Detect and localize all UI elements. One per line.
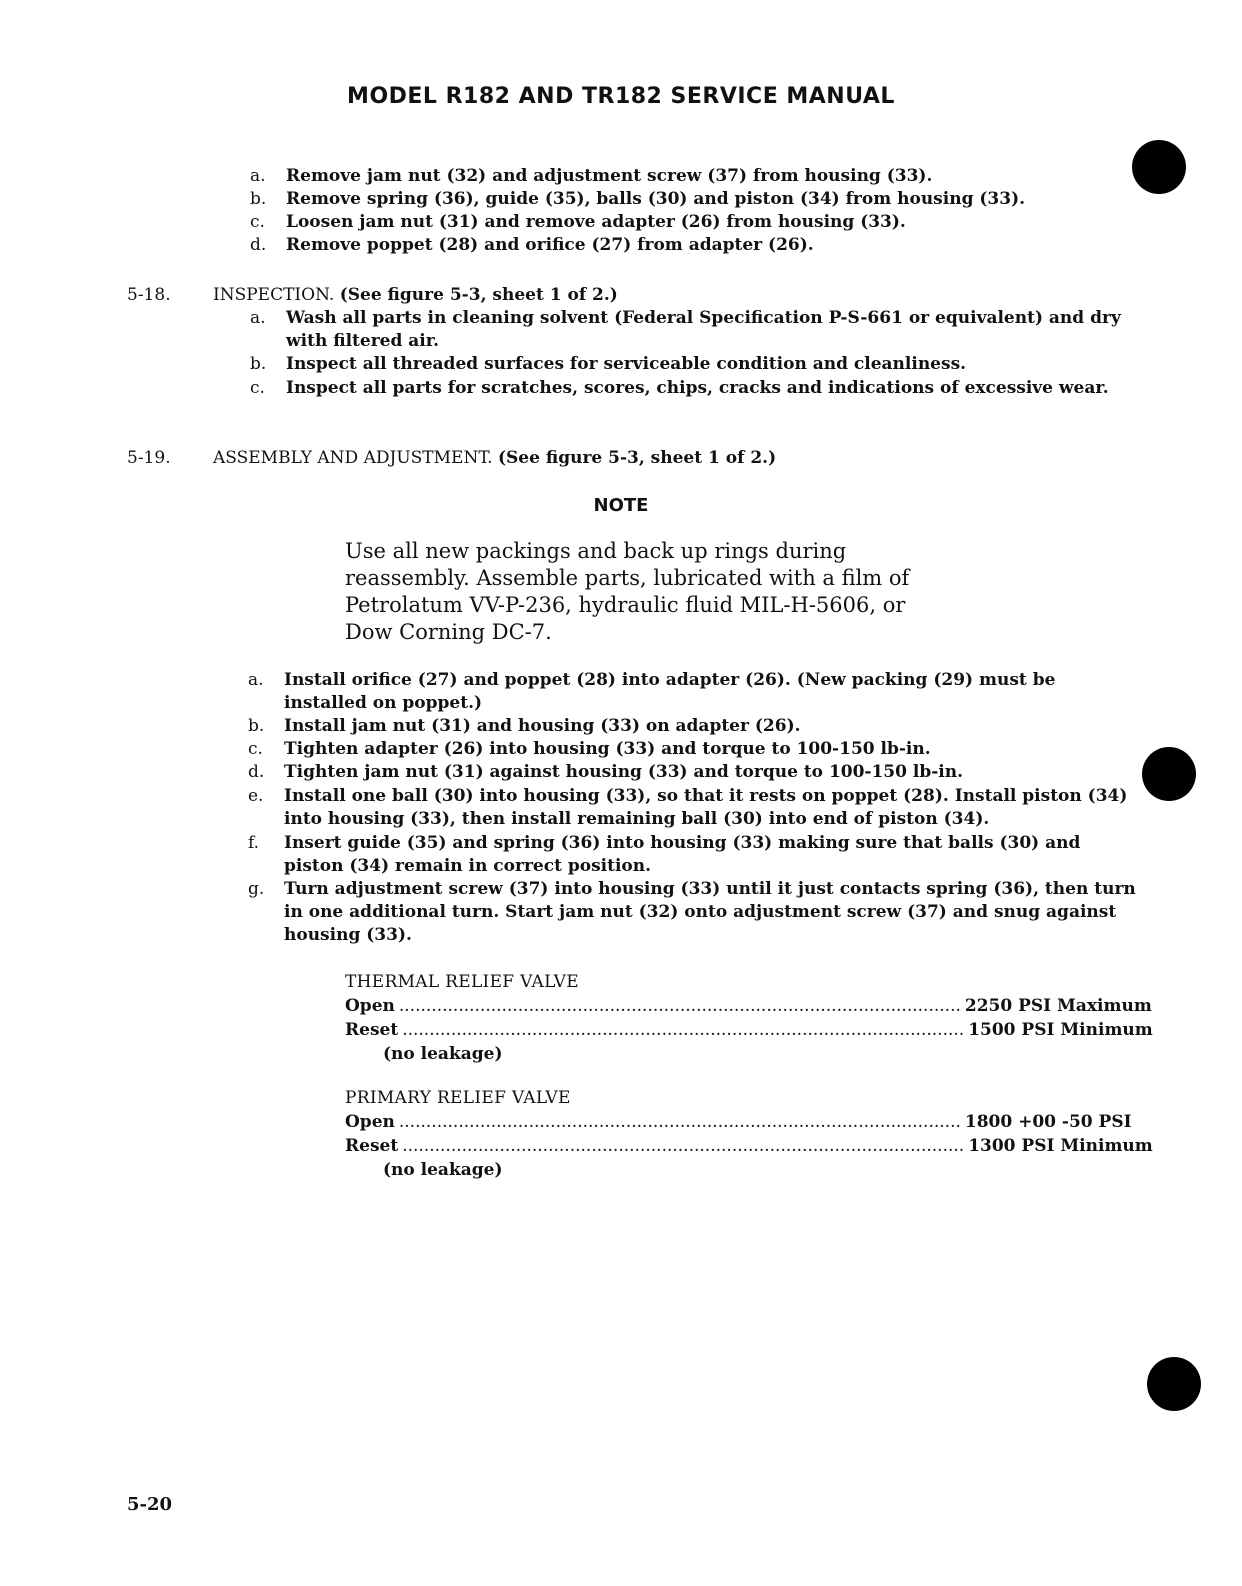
page-title: MODEL R182 AND TR182 SERVICE MANUAL bbox=[347, 84, 895, 109]
section-title: ASSEMBLY AND ADJUSTMENT. bbox=[213, 448, 493, 468]
leader-dots: ........................................................................................................ bbox=[402, 1136, 965, 1156]
assembly-step: d. Tighten jam nut (31) against housing (33) and torque to 100-150 lb-in. bbox=[248, 762, 964, 782]
spec-label: Open bbox=[345, 996, 395, 1016]
section-heading bbox=[213, 284, 618, 307]
spec-row-open bbox=[345, 994, 1152, 1018]
spec-title: PRIMARY RELIEF VALVE bbox=[345, 1088, 571, 1108]
assembly-step: c. Tighten adapter (26) into housing (33) and torque to 100-150 lb-in. bbox=[248, 739, 931, 759]
spec-label: Reset bbox=[345, 1020, 399, 1040]
section-number: 5-18. bbox=[127, 285, 171, 305]
spec-value: 1500 PSI Minimum bbox=[968, 1020, 1153, 1040]
inspection-step: b. Inspect all threaded surfaces for serviceable condition and cleanliness. bbox=[250, 354, 967, 374]
leader-dots: ........................................................................................................ bbox=[398, 996, 961, 1016]
assembly-step: g. Turn adjustment screw (37) into housing (33) until it just contacts spring (36), then turn in one additional turn. Start jam nut (32) onto adjustment screw (37) and snug against housing (33). bbox=[248, 879, 1136, 945]
disassembly-step: b. Remove spring (36), guide (35), balls (30) and piston (34) from housing (33). bbox=[250, 189, 1026, 209]
disassembly-step: d. Remove poppet (28) and orifice (27) from adapter (26). bbox=[250, 235, 814, 255]
page-number: 5-20 bbox=[127, 1494, 173, 1515]
assembly-step: f. Insert guide (35) and spring (36) into housing (33) making sure that balls (30) and piston (34) remain in correct position. bbox=[248, 833, 1081, 876]
leader-dots: ........................................................................................................ bbox=[402, 1020, 965, 1040]
disassembly-step: c. Loosen jam nut (31) and remove adapter (26) from housing (33). bbox=[250, 212, 906, 232]
section-title: INSPECTION. bbox=[213, 285, 335, 305]
spec-row-reset bbox=[345, 1018, 1153, 1042]
spec-label: Open bbox=[345, 1112, 395, 1132]
spec-value: 1800 +00 -50 PSI bbox=[964, 1112, 1132, 1132]
figure-reference: (See figure 5-3, sheet 1 of 2.) bbox=[497, 448, 777, 468]
spec-value: 1300 PSI Minimum bbox=[968, 1136, 1153, 1156]
note-text: Use all new packings and back up rings during reassembly. Assemble parts, lubricated with a film of Petrolatum VV-P-236, hydraulic fluid MIL-H-5606, or Dow Corning DC-7. bbox=[345, 539, 910, 644]
spec-row-open bbox=[345, 1110, 1132, 1134]
note-title: NOTE bbox=[593, 495, 649, 516]
spec-block-thermal-relief bbox=[345, 970, 1153, 1066]
binder-hole-bottom bbox=[1147, 1357, 1201, 1411]
binder-hole-middle bbox=[1142, 747, 1196, 801]
assembly-step: e. Install one ball (30) into housing (33), so that it rests on poppet (28). Install piston (34) into housing (33), then install remaining ball (30) into end of piston (34). bbox=[248, 786, 1128, 829]
figure-reference: (See figure 5-3, sheet 1 of 2.) bbox=[339, 285, 618, 305]
spec-note: (no leakage) bbox=[383, 1160, 503, 1180]
assembly-step: b. Install jam nut (31) and housing (33) on adapter (26). bbox=[248, 716, 801, 736]
spec-title: THERMAL RELIEF VALVE bbox=[345, 972, 579, 992]
assembly-step: a. Install orifice (27) and poppet (28) into adapter (26). (New packing (29) must be installed on poppet.) bbox=[248, 670, 1056, 713]
spec-row-reset bbox=[345, 1134, 1153, 1158]
spec-label: Reset bbox=[345, 1136, 399, 1156]
leader-dots: ........................................................................................................ bbox=[398, 1112, 961, 1132]
inspection-step: c. Inspect all parts for scratches, scores, chips, cracks and indications of excessive wear. bbox=[250, 378, 1109, 398]
spec-block-primary-relief bbox=[345, 1086, 1153, 1182]
section-heading bbox=[213, 447, 776, 470]
binder-hole-top bbox=[1132, 140, 1186, 194]
inspection-step: a. Wash all parts in cleaning solvent (Federal Specification P-S-661 or equivalent) and dry with filtered air. bbox=[250, 308, 1121, 351]
spec-note: (no leakage) bbox=[383, 1044, 503, 1064]
spec-value: 2250 PSI Maximum bbox=[964, 996, 1152, 1016]
section-number: 5-19. bbox=[127, 448, 171, 468]
disassembly-step: a. Remove jam nut (32) and adjustment screw (37) from housing (33). bbox=[250, 166, 933, 186]
